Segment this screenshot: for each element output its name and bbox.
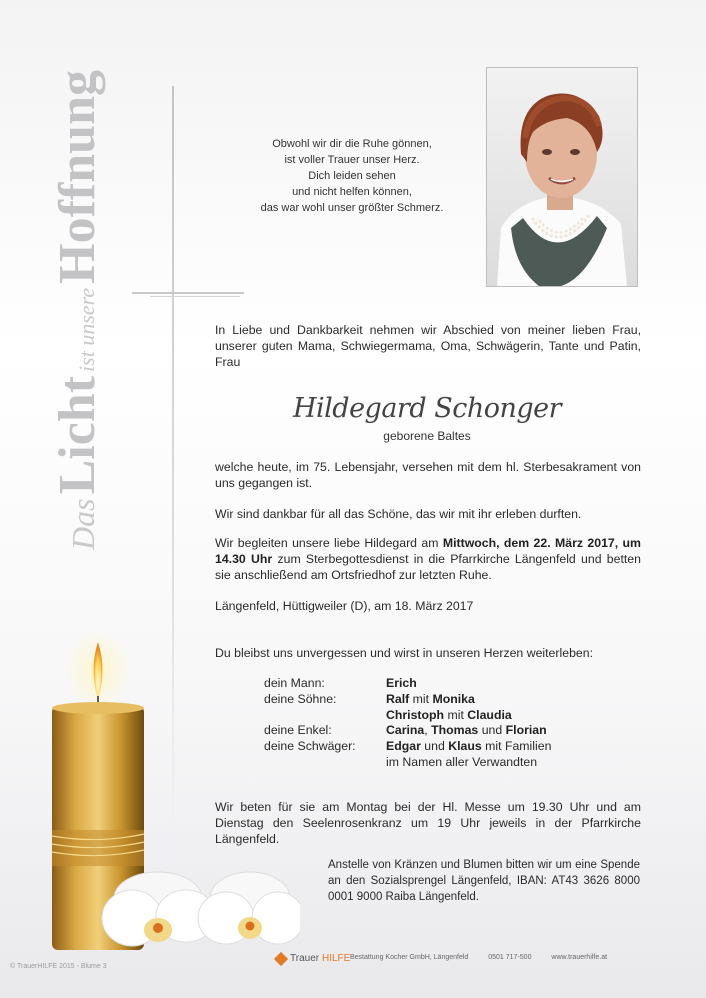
son-name: Ralf — [386, 692, 410, 706]
slogan-ist-unsere: ist unsere — [74, 287, 99, 372]
website-link[interactable]: www.trauerhilfe.at — [551, 954, 608, 961]
connector: mit Familien — [481, 739, 552, 753]
husband-name: Erich — [386, 676, 417, 690]
deceased-name: Hildegard Schonger — [292, 393, 562, 424]
grandchild-name: Florian — [505, 723, 547, 737]
funeral-text — [215, 535, 641, 583]
poem-line: ist voller Trauer unser Herz. — [284, 154, 420, 166]
logo-text-trauer: Trauer — [290, 953, 320, 964]
footer-contact — [350, 954, 625, 961]
donation-request: Anstelle von Kränzen und Blumen bitten wir um eine Spende an den Sozialsprengel Längenfeld, IBAN: AT43 3626 8000 0001 9000 Raiba Längenfeld. — [328, 859, 640, 903]
gratitude-text: Wir sind dankbar für all das Schöne, das wir mit ihr erleben durften. — [215, 507, 582, 521]
poem-line: das war wohl unser größter Schmerz. — [260, 202, 444, 214]
partner-name: Claudia — [467, 708, 512, 722]
slogan-licht: Licht — [49, 375, 106, 495]
family-value — [386, 722, 547, 738]
portrait-photo — [487, 68, 637, 286]
company-name: Bestattung Kocher GmbH, Längenfeld — [350, 954, 469, 961]
portrait-illustration — [487, 68, 637, 286]
funeral-text-start: Wir begleiten unsere liebe Hildegard am — [215, 536, 443, 550]
inlaw-name: Edgar — [386, 739, 421, 753]
family-value — [386, 707, 512, 723]
logo-text-hilfe: HILFE — [322, 953, 351, 964]
all-relatives: im Namen aller Verwandten — [386, 755, 538, 769]
slogan-hoffnung: Hoffnung — [49, 70, 106, 284]
grandchild-name: Thomas — [431, 723, 479, 737]
phone-number: 0501 717-500 — [488, 954, 532, 961]
poem-line: Dich leiden sehen — [308, 170, 396, 182]
family-label: deine Enkel: — [264, 723, 332, 737]
logo-mark-icon — [274, 952, 288, 966]
poem-line: und nicht helfen können, — [292, 186, 412, 198]
passing-text: welche heute, im 75. Lebensjahr, versehen mit dem hl. Sterbesakrament von uns gegangen ist. — [215, 460, 641, 490]
candle-with-orchids — [40, 630, 300, 960]
connector: und — [478, 723, 506, 737]
connector: und — [420, 739, 449, 753]
connector: , — [424, 723, 432, 737]
copyright: © TrauerHILFE 2015 - Blume 3 — [10, 963, 107, 970]
family-label: deine Söhne: — [264, 692, 337, 706]
cross-horizontal-line — [132, 292, 244, 294]
partner-name: Monika — [432, 692, 475, 706]
orchid-right — [198, 872, 300, 944]
vertical-slogan — [48, 70, 108, 630]
grandchild-name: Carina — [386, 723, 425, 737]
connector: mit — [409, 692, 433, 706]
poem-line: Obwohl wir dir die Ruhe gönnen, — [272, 138, 432, 150]
cross-horizontal-shadow — [150, 296, 240, 297]
family-value — [386, 691, 475, 707]
inlaw-name: Klaus — [448, 739, 482, 753]
maiden-name: geborene Baltes — [383, 429, 471, 443]
family-label: dein Mann: — [264, 676, 325, 690]
family-value — [386, 675, 417, 691]
funeral-text-end: zum Sterbegottesdienst in die Pfarrkirche Längenfeld und betten sie anschließend am Ortsfriedhof zur letzten Ruhe. — [215, 552, 641, 582]
prayer-text: Wir beten für sie am Montag bei der Hl. Messe um 19.30 Uhr und am Dienstag den Seelenrosenkranz um 19 Uhr jeweils in der Pfarrkirche Längenfeld. — [215, 800, 641, 846]
connector: mit — [444, 708, 468, 722]
intro-text: In Liebe und Dankbarkeit nehmen wir Abschied von meiner lieben Frau, unserer guten Mama, Schwiegermama, Oma, Schwägerin, Tante und Patin, Frau — [215, 323, 641, 369]
remembrance-line: Du bleibst uns unvergessen und wirst in unseren Herzen weiterleben: — [215, 646, 593, 660]
place-date: Längenfeld, Hüttigweiler (D), am 18. März 2017 — [215, 599, 474, 613]
poem — [232, 136, 472, 216]
funeral-time: um 14.30 Uhr — [215, 536, 641, 566]
family-value — [386, 738, 551, 754]
trauerhilfe-logo — [276, 952, 351, 968]
funeral-date: Mittwoch, dem 22. März 2017, — [442, 536, 619, 550]
candle-illustration — [40, 630, 300, 960]
family-label: deine Schwäger: — [264, 739, 356, 753]
son-name: Christoph — [386, 708, 445, 722]
slogan-das: Das — [65, 498, 101, 550]
